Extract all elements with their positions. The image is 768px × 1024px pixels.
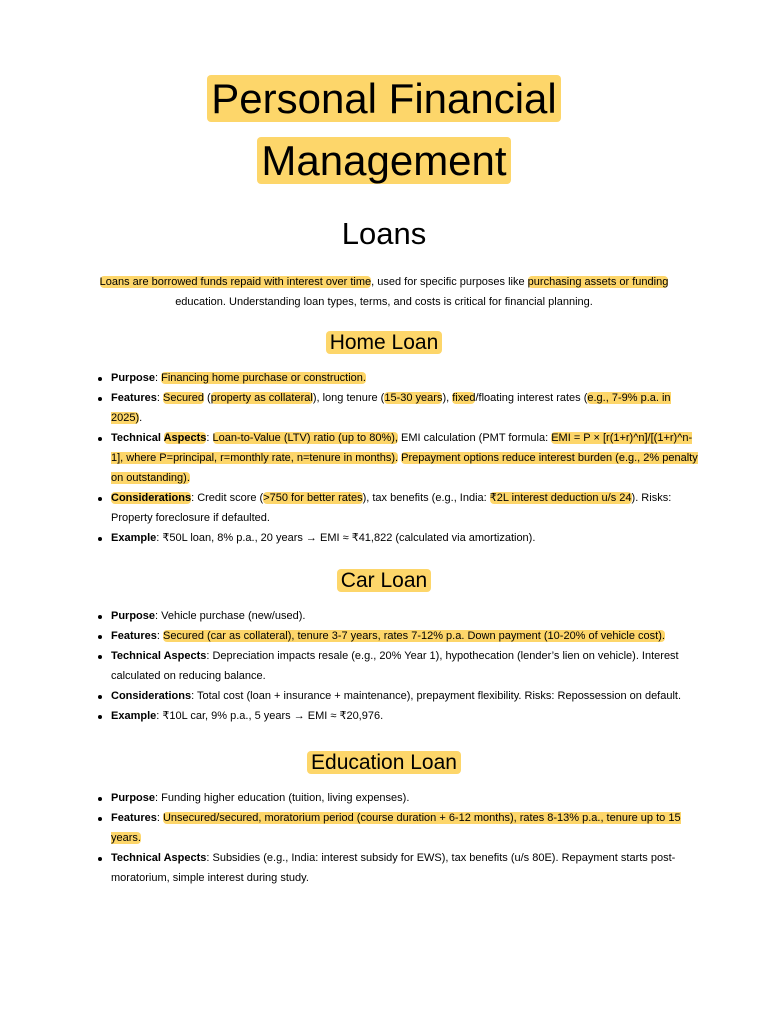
item-label: Technical <box>111 432 164 444</box>
list-item <box>111 368 701 388</box>
list-item <box>111 808 701 848</box>
item-highlight: property as collateral <box>210 392 313 404</box>
item-label: Features <box>111 812 157 824</box>
item-highlight: EMI = P × [r(1+r)^n]/[(1+r)^n-1], where P=principal, r=monthly rate, n=tenure in months). <box>111 432 693 464</box>
item-label: Example <box>111 710 157 722</box>
item-text: . <box>139 412 143 424</box>
item-highlight: Prepayment options reduce interest burden (e.g., 2% penalty on outstanding). <box>111 452 698 484</box>
education-loan-heading-text: Education Loan <box>307 751 461 774</box>
car-loan-list <box>0 606 701 726</box>
item-label: Considerations <box>111 690 192 702</box>
item-text: : ₹50L loan, 8% p.a., 20 years → EMI ≈ ₹41,822 (calculated via amortization). <box>156 532 536 544</box>
list-item <box>111 706 701 726</box>
list-item <box>111 626 701 646</box>
item-text: : Depreciation impacts resale (e.g., 20% Year 1), hypothecation (lender’s lien on vehicle). Interest calculated on reducing balance. <box>111 650 679 682</box>
item-label: Example <box>111 532 157 544</box>
item-highlight: >750 for better rates <box>263 492 363 504</box>
colon: : <box>206 432 213 444</box>
list-item <box>111 488 701 528</box>
item-text: EMI calculation (PMT formula: <box>397 432 552 444</box>
item-text: : Credit score ( <box>191 492 264 504</box>
title-line-2: Management <box>257 137 510 184</box>
intro-text-2: education. Understanding loan types, terms, and costs is critical for financial planning. <box>175 296 593 308</box>
education-loan-section <box>0 748 768 888</box>
intro-highlight-1: Loans are borrowed funds repaid with interest over time <box>99 276 372 288</box>
item-text: : ₹10L car, 9% p.a., 5 years → EMI ≈ ₹20,976. <box>156 710 384 722</box>
item-highlight: Unsecured/secured, moratorium period (course duration + 6-12 months), rates 8-13% p.a., tenure up to 15 years. <box>111 812 681 844</box>
item-highlight: Secured (car as collateral), tenure 3-7 years, rates 7-12% p.a. Down payment (10-20% of vehicle cost). <box>162 630 665 642</box>
intro-text-1: , used for specific purposes like <box>371 276 528 288</box>
item-highlight: fixed <box>452 392 476 404</box>
item-label: Purpose <box>111 792 156 804</box>
item-highlight: ₹2L interest deduction u/s 24 <box>489 492 632 504</box>
car-loan-heading <box>0 566 768 596</box>
item-text: ), long tenure ( <box>312 392 385 404</box>
list-item <box>111 646 701 686</box>
list-item <box>111 788 701 808</box>
section-heading-loans: Loans <box>341 216 427 251</box>
colon: : <box>155 372 162 384</box>
colon: : <box>156 630 163 642</box>
list-item <box>111 606 701 626</box>
item-highlight: Loan-to-Value (LTV) ratio (up to 80%), <box>212 432 398 444</box>
item-text: /floating interest rates ( <box>475 392 588 404</box>
item-text: ), <box>442 392 453 404</box>
item-text: ). Risks: Property foreclosure if defaulted. <box>111 492 672 524</box>
item-label: Features <box>111 392 157 404</box>
home-loan-heading <box>0 328 768 358</box>
education-loan-list <box>0 788 701 888</box>
car-loan-section <box>0 566 768 726</box>
list-item <box>111 528 701 548</box>
item-label-highlight: Aspects <box>163 432 207 444</box>
document-title <box>0 0 768 192</box>
home-loan-section <box>0 328 768 548</box>
item-text: : Total cost (loan + insurance + maintenance), prepayment flexibility. Risks: Repossession on default. <box>191 690 682 702</box>
colon: : <box>156 392 163 404</box>
intro-paragraph <box>60 272 708 312</box>
item-label: Technical Aspects <box>111 650 207 662</box>
item-label: Purpose <box>111 372 156 384</box>
item-label: Features <box>111 630 157 642</box>
intro-highlight-2: purchasing assets or funding <box>527 276 669 288</box>
education-loan-heading <box>0 748 768 778</box>
item-label-highlight: Considerations <box>111 492 192 504</box>
item-highlight: 15-30 years <box>384 392 443 404</box>
title-line-1: Personal Financial <box>207 75 561 122</box>
car-loan-heading-text: Car Loan <box>337 569 431 592</box>
list-item <box>111 848 701 888</box>
item-highlight: Secured <box>162 392 204 404</box>
home-loan-heading-text: Home Loan <box>326 331 443 354</box>
item-text: ( <box>203 392 211 404</box>
item-label: Purpose <box>111 610 156 622</box>
colon: : <box>156 812 163 824</box>
item-highlight: Financing home purchase or construction. <box>161 372 366 384</box>
list-item <box>111 686 701 706</box>
item-text: : Funding higher education (tuition, living expenses). <box>155 792 410 804</box>
item-text: ), tax benefits (e.g., India: <box>362 492 490 504</box>
item-text: : Vehicle purchase (new/used). <box>155 610 306 622</box>
item-highlight: e.g., 7-9% p.a. in 2025) <box>111 392 671 424</box>
home-loan-list <box>0 368 701 548</box>
list-item <box>111 388 701 428</box>
list-item <box>111 428 701 488</box>
item-text: : Subsidies (e.g., India: interest subsidy for EWS), tax benefits (u/s 80E). Repayment starts post-moratorium, simple interest during study. <box>111 852 676 884</box>
item-label: Technical Aspects <box>111 852 207 864</box>
